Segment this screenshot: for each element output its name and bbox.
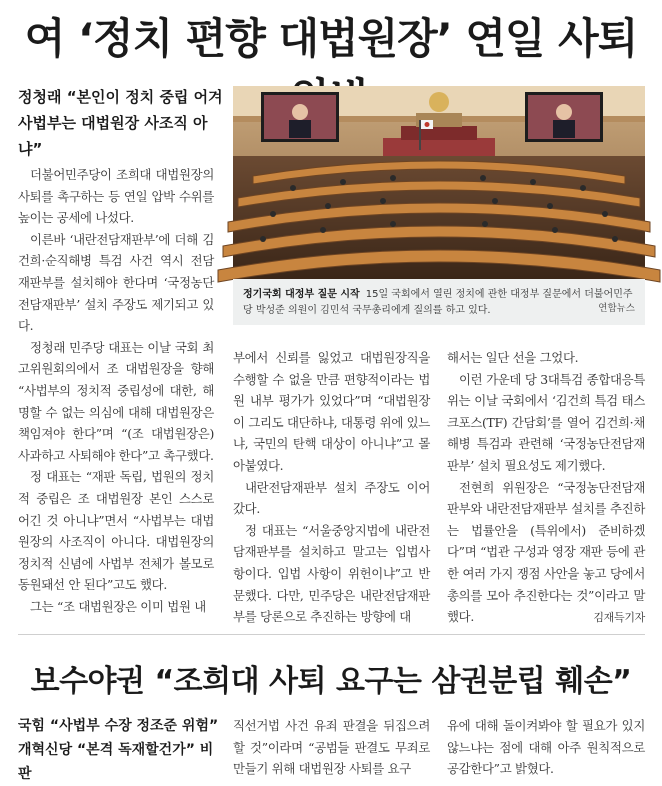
caption-title: 정기국회 대정부 질문 시작 [243, 289, 360, 300]
headline: 여 ‘정치 편향 대법원장’ 연일 사퇴 [24, 14, 638, 63]
paragraph: 부에서 신뢰를 잃었고 대법원장직을 수행할 수 없을 만큼 편향적이라는 법원 내부 평가가 있었다”며 “대법원장이 그리도 대단하냐, 대통령 위에 있느냐, 국민의 탄핵 대상이 아니냐”고 몰아붙였다. [233, 350, 430, 473]
paragraph: 이런 가운데 당 3대특검 종합대응특위는 이날 국회에서 ‘김건희 특검 태스크포스(TF) 간담회’를 열어 김건희·채해병 특검과 관련해 ‘국정농단전담재판부’ 설치 필요성도 제기했다. [447, 371, 645, 473]
paragraph: 직선거법 사건 유죄 판결을 뒤집으려 할 것”이라며 “공범들 판결도 무죄로 만들기 위해 대법원장 사퇴를 요구 [233, 718, 430, 777]
subhead-line: 정청래 “본인이 정치 중립 어겨 [18, 88, 223, 106]
second-article-column-3 [447, 715, 645, 777]
subhead-line: 개혁신당 “본격 독재할건가” 비판 [18, 742, 214, 782]
subhead-line: 국힘 “사법부 수장 정조준 위험” [18, 718, 219, 734]
news-photo [233, 86, 645, 279]
paragraph: 해서는 일단 선을 그었다. [447, 350, 579, 365]
article-column-1 [18, 164, 214, 617]
subhead [18, 84, 223, 162]
paragraph: 정청래 민주당 대표는 이날 국회 최고위원회의에서 조 대법원장을 향해 “사법부의 정치적 중립성에 대한, 해명할 수 없는 의심에 대해 대법원장은 책임져야 한다”며 “(조 대법원장은) 사과하고 사퇴해야 한다”고 촉구했다. [18, 339, 214, 463]
paragraph: 정 대표는 “서울중앙지법에 내란전담재판부를 설치하고 말고는 입법사항이다. 입법 사항이 위헌이냐”고 반문했다. 다만, 민주당은 내란전담재판부를 당론으로 추진하는 방향에 대 [233, 522, 430, 625]
article-column-3 [447, 347, 645, 628]
subhead-line: 사법부는 대법원장 사조직 아냐” [18, 114, 208, 158]
paragraph: 더불어민주당이 조희대 대법원장의 사퇴를 촉구하는 등 연일 압박 수위를 높이는 공세에 나섰다. [18, 167, 214, 226]
second-headline: 보수야권 “조희대 사퇴 요구는 삼권분립 훼손” [30, 664, 632, 699]
paragraph: 유에 대해 돌이켜봐야 할 필요가 있지 않느냐는 점에 대해 아주 원칙적으로 공감한다”고 밝혔다. [447, 718, 645, 777]
section-divider [18, 634, 645, 635]
paragraph: 전현희 위원장은 “국정농단전담재판부와 내란전담재판부 설치를 추진하는 법률안을 (특위에서) 준비하겠다”며 “법관 구성과 영장 재판 등에 관한 여러 가지 쟁점 사안을 놓고 당에서 총의를 모아 추진한다는 것”이라고 말했다. [447, 479, 645, 625]
byline: 김재득기자 [593, 610, 645, 624]
caption-text: 15일 국회에서 열린 정치에 관한 대정부 질문에서 더불어민주당 박성준 의원이 김민석 국무총리에게 질의를 하고 있다. [243, 289, 633, 316]
photo-credit: 연합뉴스 [598, 303, 635, 314]
second-article-column-2 [233, 715, 430, 777]
photo-caption [233, 279, 645, 325]
article-column-2 [233, 347, 430, 628]
paragraph: 이른바 ‘내란전담재판부’에 더해 김건희·순직해병 특검 사건 역시 전담 재판부를 설치해야 한다며 ‘국정농단전담재판부’ 설치 주장도 제기되고 있다. [18, 231, 214, 334]
paragraph: 정 대표는 “재판 독립, 법원의 정치적 중립은 조 대법원장 본인 스스로 어긴 것 아니냐”면서 “사법부는 대법원장의 사조직이 아니다. 대법원장의 정치적 신념에 사법부 전체가 볼모로 동원돼선 안 된다”고도 했다. [18, 469, 214, 593]
paragraph: 내란전담재판부 설치 주장도 이어갔다. [233, 479, 430, 517]
paragraph: 그는 “조 대법원장은 이미 법원 내 [30, 598, 206, 614]
second-subhead [18, 714, 223, 786]
